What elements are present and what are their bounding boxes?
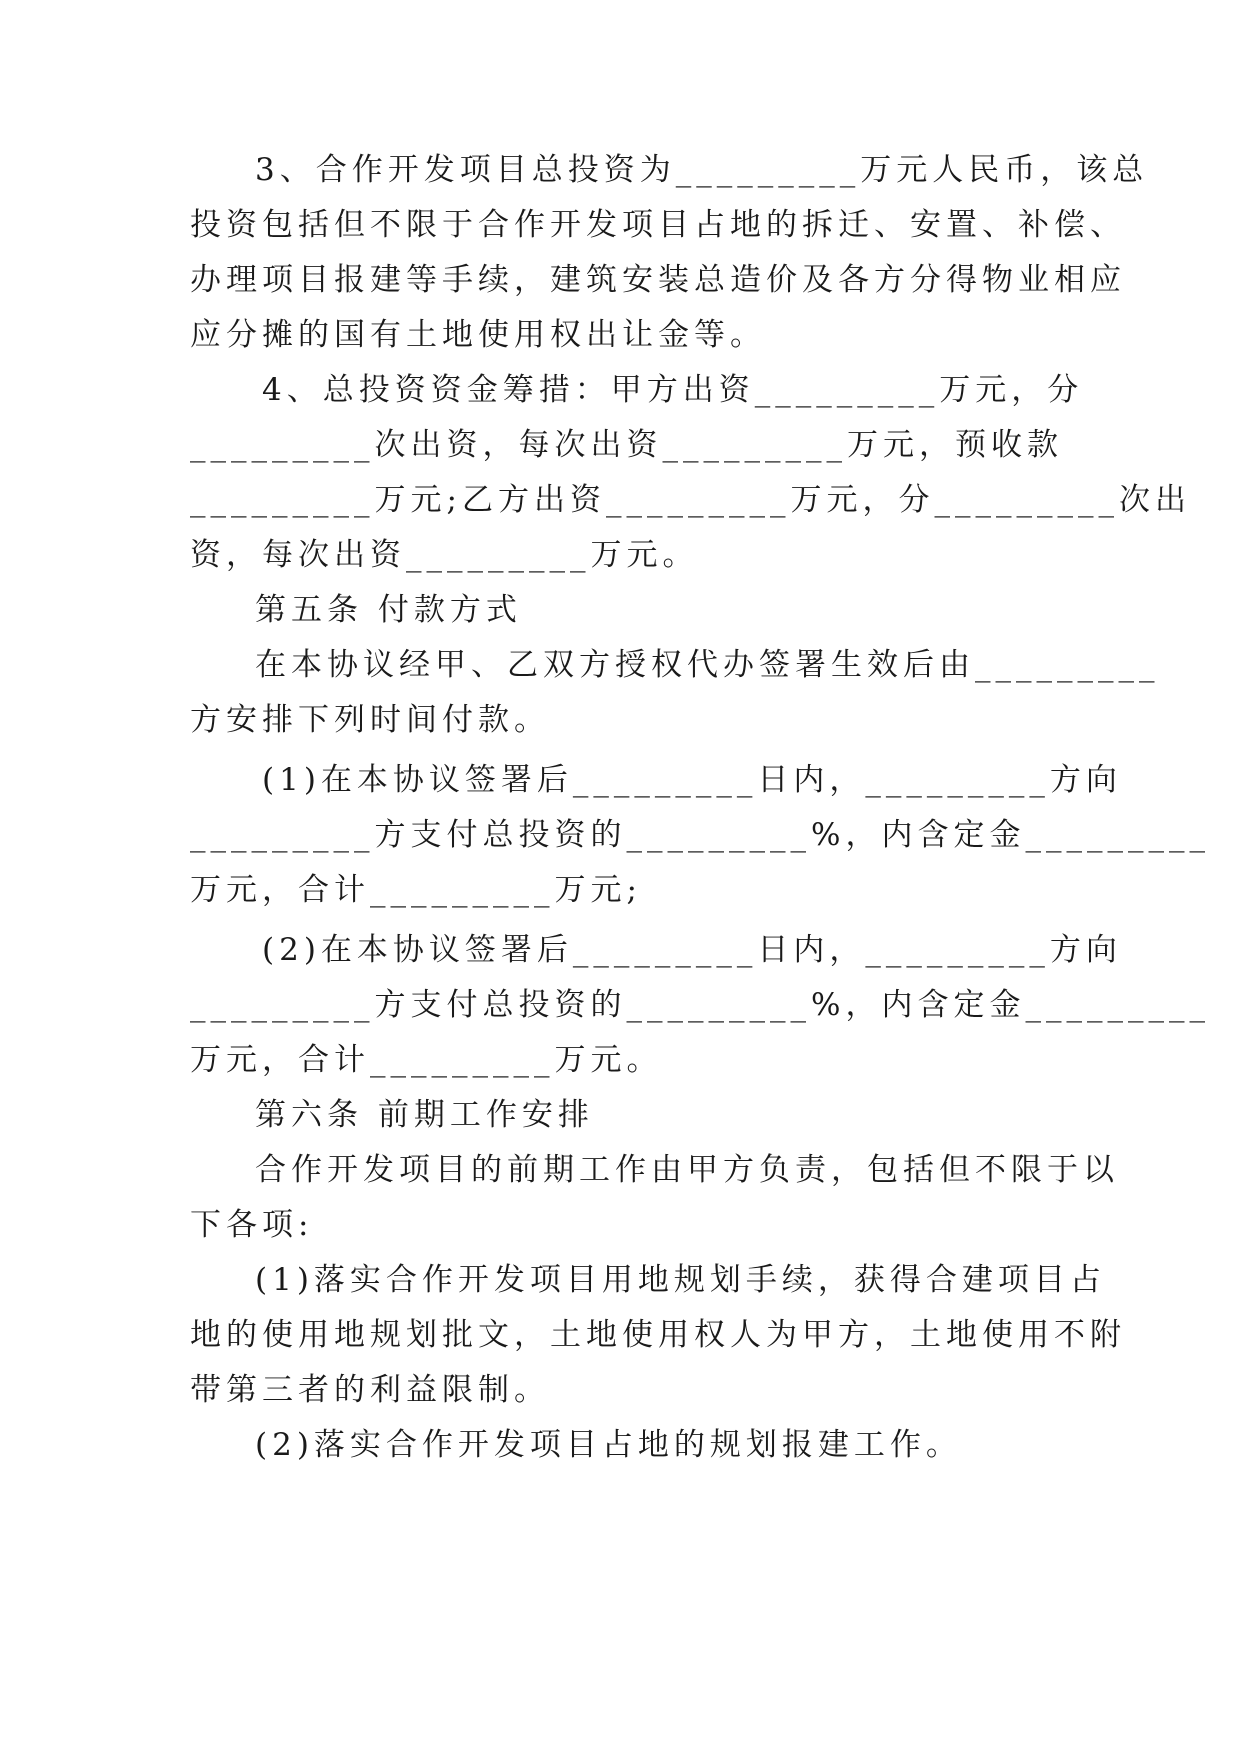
text-line: 万元，合计_________万元。	[190, 1042, 663, 1078]
text-line: 4、总投资资金筹措：甲方出资_________万元，分	[262, 372, 1084, 408]
text-line: (1)在本协议签署后_________日内，_________方向	[262, 762, 1122, 798]
text-line: 3、合作开发项目总投资为_________万元人民币，该总	[255, 152, 1149, 188]
text-line: 万元，合计_________万元;	[190, 872, 642, 908]
text-line: 下各项:	[190, 1207, 314, 1243]
text-line: _________方支付总投资的_________%，内含定金_________	[190, 987, 1210, 1023]
text-line: (2)落实合作开发项目占地的规划报建工作。	[255, 1427, 962, 1463]
text-line: 投资包括但不限于合作开发项目占地的拆迁、安置、补偿、	[190, 207, 1126, 243]
text-line: (1)落实合作开发项目用地规划手续，获得合建项目占	[255, 1262, 1106, 1298]
text-line: 合作开发项目的前期工作由甲方负责，包括但不限于以	[255, 1152, 1119, 1188]
text-line: 应分摊的国有土地使用权出让金等。	[190, 317, 766, 353]
text-line: _________方支付总投资的_________%，内含定金_________	[190, 817, 1210, 853]
text-line: 带第三者的利益限制。	[190, 1372, 550, 1408]
section-heading: 第六条 前期工作安排	[255, 1097, 594, 1133]
text-line: 资，每次出资_________万元。	[190, 537, 699, 573]
text-line: 方安排下列时间付款。	[190, 702, 550, 738]
text-line: _________次出资，每次出资_________万元，预收款	[190, 427, 1063, 463]
section-heading: 第五条 付款方式	[255, 592, 522, 628]
text-line: _________万元;乙方出资_________万元，分_________次出	[190, 482, 1191, 518]
text-line: 在本协议经甲、乙双方授权代办签署生效后由_________	[255, 647, 1160, 683]
text-line: 地的使用地规划批文，土地使用权人为甲方，土地使用不附	[190, 1317, 1126, 1353]
text-line: (2)在本协议签署后_________日内，_________方向	[262, 932, 1122, 968]
text-line: 办理项目报建等手续，建筑安装总造价及各方分得物业相应	[190, 262, 1126, 298]
